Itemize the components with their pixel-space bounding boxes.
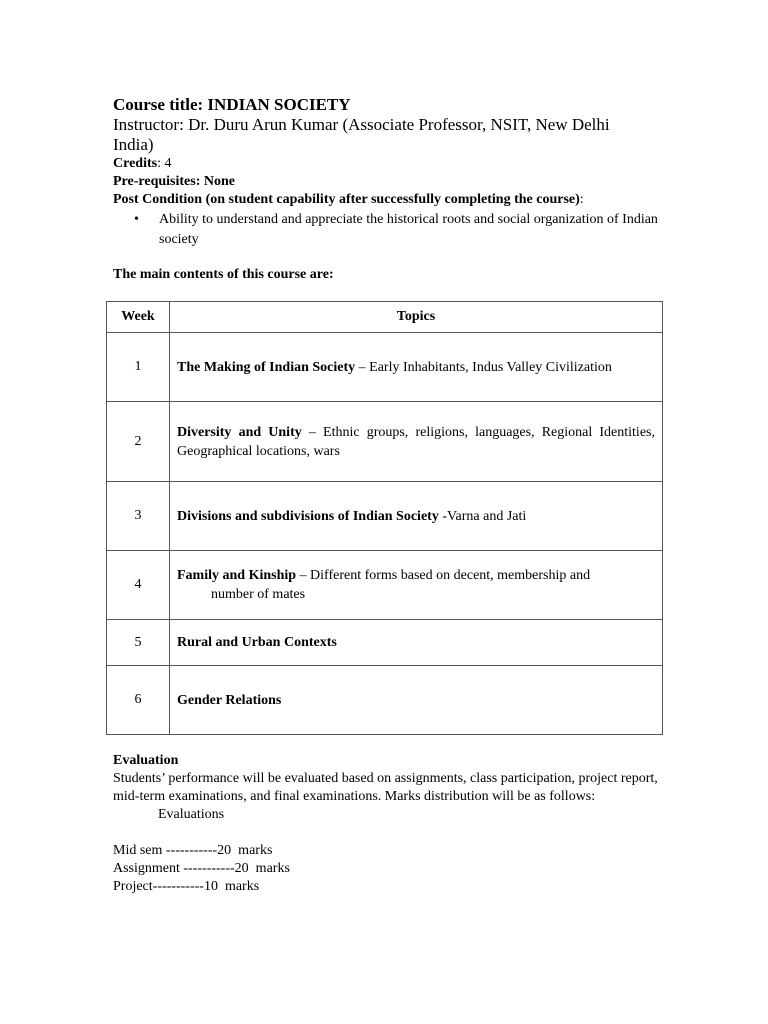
week-number: 5	[107, 620, 170, 666]
topic-details: – Ethnic groups, religions, languages, Regional Identities, Geographical locations, wars	[177, 424, 655, 459]
topic-details-continued: number of mates	[211, 587, 306, 602]
prerequisites-text: Pre-requisites: None	[113, 174, 235, 189]
topic-title: Gender Relations	[177, 692, 282, 708]
contents-heading	[113, 267, 334, 283]
topic-cell	[170, 551, 663, 620]
evaluation-section	[113, 752, 673, 896]
post-condition-line	[113, 192, 584, 208]
topic-cell	[170, 333, 663, 402]
topic-title: The Making of Indian Society	[177, 359, 356, 375]
outcome-text: Ability to understand and appreciate the historical roots and social organization of Indian society	[159, 212, 658, 247]
week-number: 2	[107, 402, 170, 482]
prerequisites-line	[113, 174, 235, 190]
topic-details: – Early Inhabitants, Indus Valley Civilization	[355, 359, 612, 375]
table-row	[107, 551, 663, 620]
table-row	[107, 482, 663, 551]
topic-cell	[170, 666, 663, 735]
course-title-label: Course title:	[113, 95, 204, 114]
post-condition-label: Post Condition (on student capability after successfully completing the course)	[113, 192, 580, 207]
week-number: 6	[107, 666, 170, 735]
topic-details: – Different forms based on decent, membership and	[296, 568, 591, 583]
course-title-value: INDIAN SOCIETY	[207, 95, 351, 114]
topic-cell	[170, 402, 663, 482]
evaluation-paragraph: Students’ performance will be evaluated based on assignments, class participation, project report, mid-term examinations, and final examinations. Marks distribution will be as follows:	[113, 771, 658, 804]
outcome-bullet	[134, 210, 664, 250]
topic-cell	[170, 482, 663, 551]
marks-item: Project-----------10 marks	[113, 879, 260, 894]
table-row	[107, 402, 663, 482]
week-number: 4	[107, 551, 170, 620]
topic-cell	[170, 620, 663, 666]
header-topics: Topics	[170, 302, 663, 333]
credits-value: : 4	[157, 156, 172, 171]
marks-item: Mid sem -----------20 marks	[113, 843, 273, 858]
blank-line	[113, 824, 673, 842]
table-row	[107, 620, 663, 666]
topic-title: Family and Kinship	[177, 568, 297, 583]
evaluations-subheading: Evaluations	[158, 807, 225, 822]
topic-title: Diversity and Unity	[177, 424, 302, 440]
post-condition-colon: :	[579, 192, 584, 207]
credits-line	[113, 156, 171, 172]
topic-details: -Varna and Jati	[438, 508, 527, 524]
topic-title: Rural and Urban Contexts	[177, 635, 337, 650]
course-contents-table	[106, 301, 663, 735]
week-number: 1	[107, 333, 170, 402]
evaluation-heading-text: Evaluation	[113, 753, 179, 768]
week-number: 3	[107, 482, 170, 551]
contents-heading-text: The main contents of this course are:	[113, 267, 334, 282]
credits-label: Credits	[113, 156, 158, 171]
bullet-dot-icon: •	[134, 212, 139, 227]
course-title	[113, 95, 351, 115]
marks-item: Assignment -----------20 marks	[113, 861, 290, 876]
header-week: Week	[107, 302, 170, 333]
table-header-row	[107, 302, 663, 333]
table-row	[107, 666, 663, 735]
topic-title: Divisions and subdivisions of Indian Society	[177, 508, 439, 524]
instructor-line: Instructor: Dr. Duru Arun Kumar (Associate Professor, NSIT, New Delhi India)	[113, 115, 610, 154]
table-row	[107, 333, 663, 402]
evaluation-heading	[113, 752, 673, 770]
